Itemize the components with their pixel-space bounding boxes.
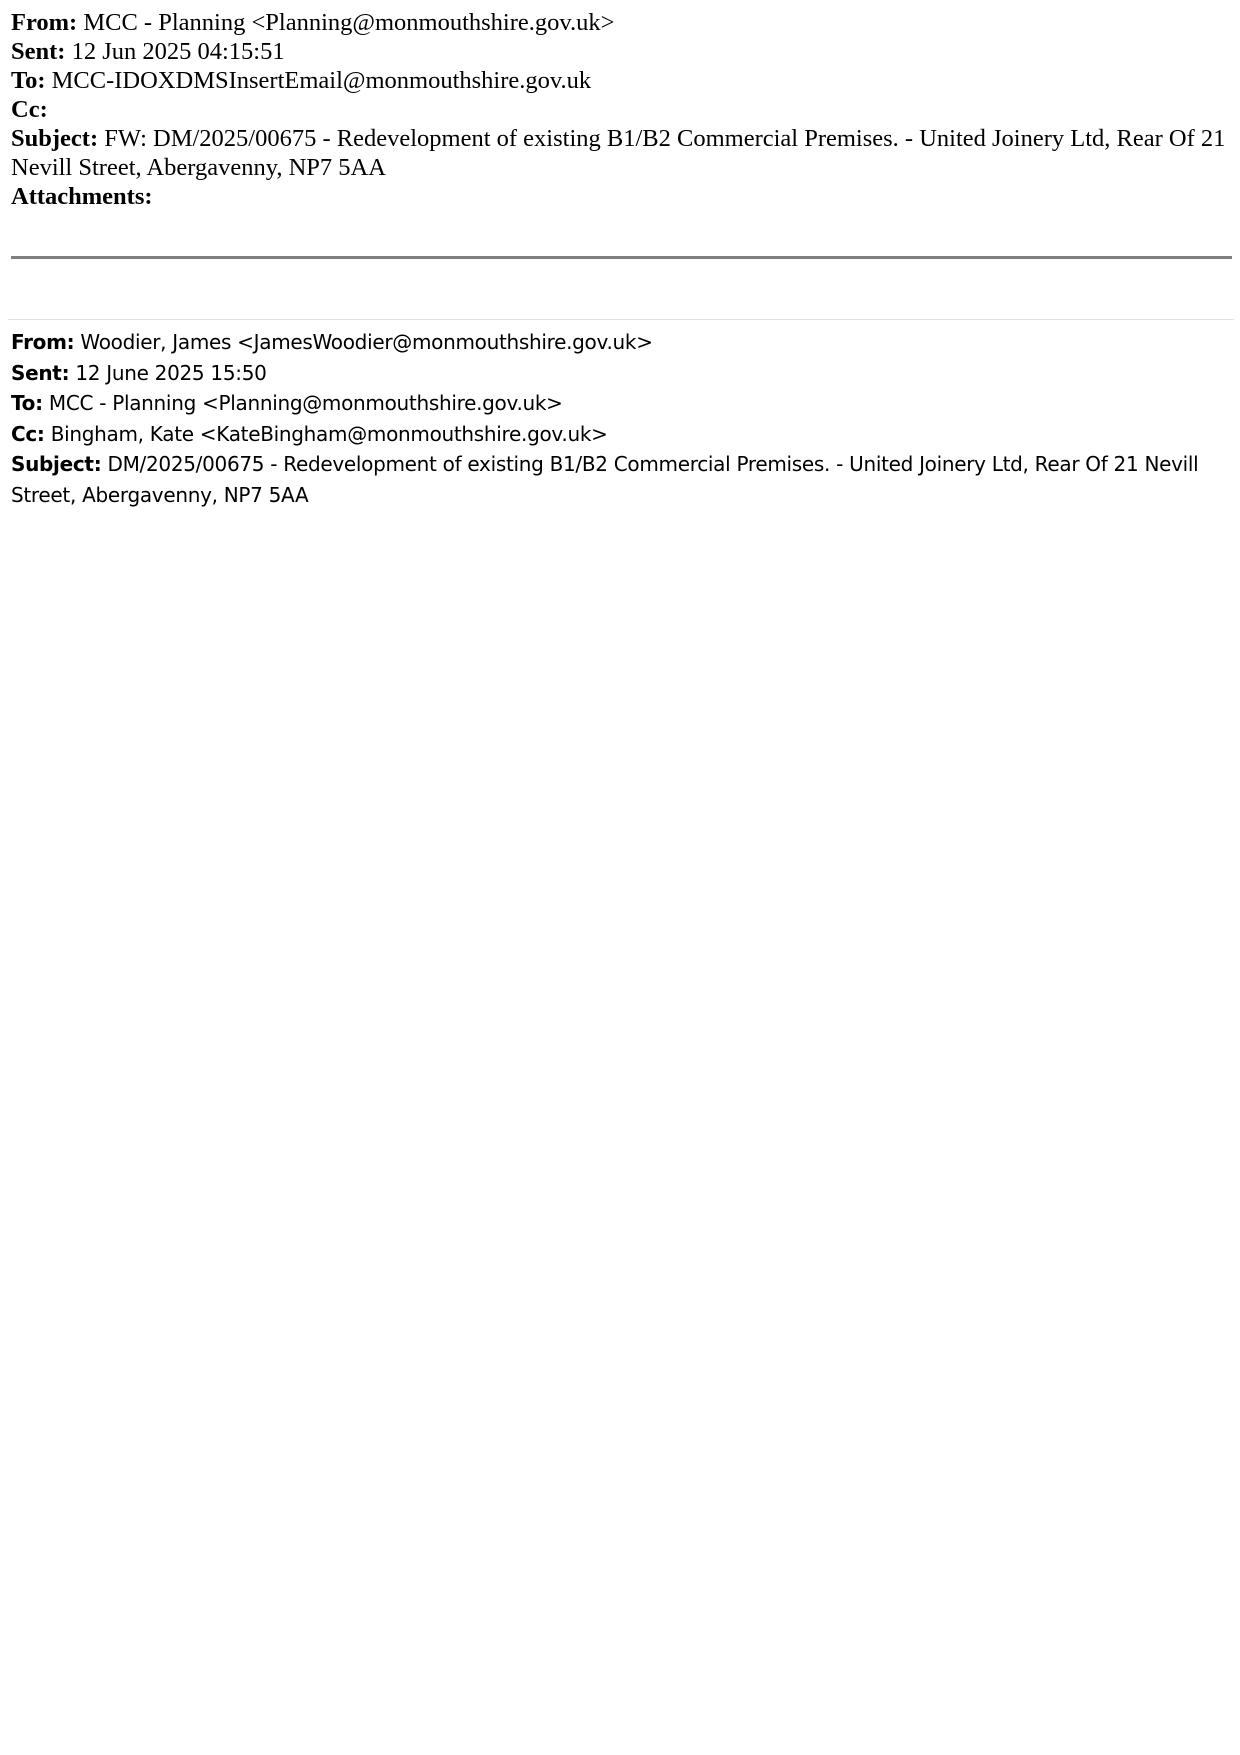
header-divider xyxy=(11,256,1232,259)
inner-subject-label: Subject: xyxy=(11,452,102,476)
outer-sent-row xyxy=(11,37,1226,66)
outer-from-value: MCC - Planning <Planning@monmouthshire.gov.uk> xyxy=(83,9,615,36)
inner-cc-row xyxy=(11,419,1226,450)
inner-from-label: From: xyxy=(11,330,75,354)
inner-subject-value: DM/2025/00675 - Redevelopment of existing B1/B2 Commercial Premises. - United Joinery Ltd, Rear Of 21 Nevill Street, Abergavenny, NP7 5AA xyxy=(11,452,1199,507)
outer-subject-value: FW: DM/2025/00675 - Redevelopment of existing B1/B2 Commercial Premises. - United Joinery Ltd, Rear Of 21 Nevill Street, Abergavenny, NP7 5AA xyxy=(11,125,1226,181)
forwarded-email-header xyxy=(11,327,1226,510)
outer-to-value: MCC-IDOXDMSInsertEmail@monmouthshire.gov.uk xyxy=(51,67,592,94)
outer-subject-row xyxy=(11,124,1226,182)
outer-to-label: To: xyxy=(11,67,46,94)
outer-subject-label: Subject: xyxy=(11,125,99,152)
inner-cc-value: Bingham, Kate <KateBingham@monmouthshire.gov.uk> xyxy=(50,421,608,446)
inner-subject-row xyxy=(11,449,1226,510)
inner-sent-label: Sent: xyxy=(11,360,70,385)
outer-from-row xyxy=(11,8,1226,37)
forwarded-message-divider xyxy=(8,319,1234,320)
outer-cc-label: Cc: xyxy=(11,96,48,123)
inner-from-row xyxy=(11,327,1226,358)
inner-sent-row xyxy=(11,358,1226,389)
outer-cc-row xyxy=(11,95,1226,124)
inner-from-value: Woodier, James <JamesWoodier@monmouthshire.gov.uk> xyxy=(80,330,653,354)
inner-to-label: To: xyxy=(11,391,43,415)
inner-to-row xyxy=(11,388,1226,419)
outer-to-row xyxy=(11,66,1226,95)
inner-cc-label: Cc: xyxy=(11,421,45,446)
outer-attachments-row xyxy=(11,182,1226,211)
outer-sent-value: 12 Jun 2025 04:15:51 xyxy=(71,38,285,65)
inner-to-value: MCC - Planning <Planning@monmouthshire.gov.uk> xyxy=(48,391,563,415)
outer-email-header xyxy=(11,8,1226,211)
inner-sent-value: 12 June 2025 15:50 xyxy=(75,360,267,385)
outer-attachments-label: Attachments: xyxy=(11,183,153,210)
outer-sent-label: Sent: xyxy=(11,38,66,65)
outer-from-label: From: xyxy=(11,9,78,36)
